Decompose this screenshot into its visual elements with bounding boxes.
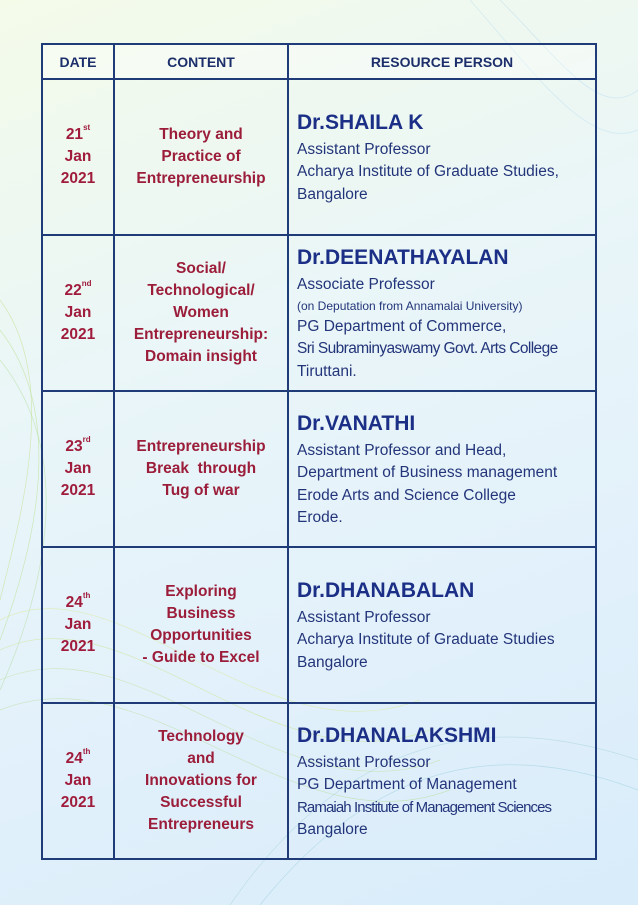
resource-person: Dr.DHANALAKSHMI Assistant Professor PG Department of Management Ramaiah Institute of Management Sciences Bangalore	[288, 703, 596, 859]
session-date: 24th Jan 2021	[42, 547, 114, 703]
session-content: Technology and Innovations for Successful Entrepreneurs	[114, 703, 288, 859]
session-row	[42, 79, 596, 235]
schedule-table	[41, 43, 597, 860]
session-row	[42, 703, 596, 859]
session-date: 24th Jan 2021	[42, 703, 114, 859]
session-row	[42, 391, 596, 547]
resource-person-column-header: RESOURCE PERSON	[288, 44, 596, 79]
table-header-row	[42, 44, 596, 79]
resource-person-name: Dr.DHANALAKSHMI	[297, 723, 497, 747]
session-content: Entrepreneurship Break through Tug of war	[114, 391, 288, 547]
resource-person-name: Dr.VANATHI	[297, 411, 416, 435]
content-column-header: CONTENT	[114, 44, 288, 79]
session-date: 21st Jan 2021	[42, 79, 114, 235]
session-row	[42, 235, 596, 391]
session-content: Exploring Business Opportunities - Guide to Excel	[114, 547, 288, 703]
resource-person: Dr.SHAILA K Assistant Professor Acharya Institute of Graduate Studies, Bangalore	[288, 79, 596, 235]
date-column-header: DATE	[42, 44, 114, 79]
session-content: Social/ Technological/ Women Entrepreneurship: Domain insight	[114, 235, 288, 391]
session-content: Theory and Practice of Entrepreneurship	[114, 79, 288, 235]
session-date: 23rd Jan 2021	[42, 391, 114, 547]
session-date: 22nd Jan 2021	[42, 235, 114, 391]
resource-person: Dr.DEENATHAYALAN Associate Professor (on Deputation from Annamalai University) PG Department of Commerce, Sri Subraminyaswamy Govt. Arts College Tiruttani.	[288, 235, 596, 391]
resource-person-name: Dr.SHAILA K	[297, 110, 424, 134]
resource-person-name: Dr.DHANABALAN	[297, 578, 475, 602]
session-row	[42, 547, 596, 703]
resource-person: Dr.DHANABALAN Assistant Professor Acharya Institute of Graduate Studies Bangalore	[288, 547, 596, 703]
resource-person: Dr.VANATHI Assistant Professor and Head, Department of Business management Erode Arts and Science College Erode.	[288, 391, 596, 547]
resource-person-name: Dr.DEENATHAYALAN	[297, 246, 509, 269]
